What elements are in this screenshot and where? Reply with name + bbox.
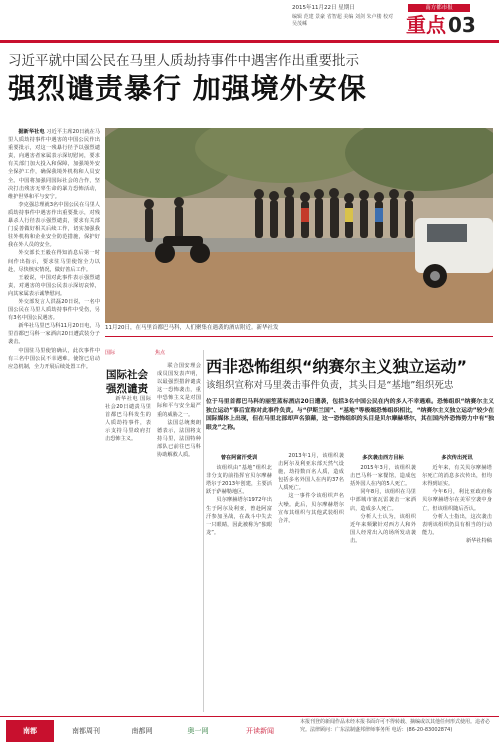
column-separator: [203, 350, 204, 712]
feature-column-3: [350, 452, 416, 545]
section-tag: 国际: [105, 350, 116, 356]
side-story-column-b: [157, 362, 201, 459]
copyright-notice: 本报刊登的新闻作品未经本报书面许可不得转载、摘编或以其他任何形式使用。违者必究。法律顾问：广东法制盛邦律师事务所 电话：(86-20-83002874): [300, 719, 491, 733]
feature-title: 西非恐怖组织“纳赛尔主义独立运动”: [206, 357, 468, 376]
dateline: 据新华社电: [18, 129, 45, 135]
section-tag: 焦点: [155, 350, 166, 356]
section-divider: [105, 336, 493, 337]
side-story-title: 国际社会强烈谴责: [106, 369, 148, 395]
section-name: 重点: [406, 13, 446, 37]
feature-intro: 位于马里首都巴马科的丽笙蓝标酒店20日遭袭，包括3名中国公民在内的多人不幸遇难。恐怖组织“纳赛尔主义独立运动”事后宣称对此事件负责。与“伊斯兰国”、“基地”等极端恐怖组织相比，“纳赛尔主义独立运动”较少在国际媒体上出现，但在马里北部却声名狼藉，这一恐怖组织的头目是贝尔摩赫塔尔，其在国内外恐怖势力中有“独眼龙”之称。: [206, 399, 494, 431]
logo-nandu-weekly: 南都周刊: [72, 727, 100, 735]
article-paragraph: 法国总统奥朗德表示，法国将支持马里，法国特种部队已前往巴马科协助解救人质。: [157, 419, 201, 459]
logo-oeeee: 奥一网: [187, 727, 209, 735]
sub-headline: 习近平就中国公民在马里人质劫持事件中遇害作出重要批示: [8, 53, 359, 69]
article-paragraph: 近年来，有关贝尔摩赫塔尔死亡的消息多次传出，但均未得到证实。: [422, 465, 492, 488]
newspaper-label: 南方都市报: [408, 4, 470, 12]
header-rule: [0, 40, 499, 43]
article-paragraph: 贝尔摩赫塔尔1972年出生于阿尔及利亚，曾赴阿富汗参加圣战，在战斗中失去一只眼睛，因此被称为“独眼龙”。: [206, 497, 272, 536]
page-number: 03: [448, 13, 476, 37]
logo-nandu: 南都: [6, 720, 54, 742]
article-paragraph: 新华社马里巴马科11月20日电，马里首都巴马科一家酒店20日遭武装分子袭击。: [8, 323, 100, 346]
editors-credit: 编辑 范建 景豪 省智超 美编 刘剑 朱卢楼 校对 吴茂嵊: [292, 14, 394, 27]
article-paragraph: 中国驻马里使馆确认，此次事件中有三名中国公民不幸遇难。使馆已启动应急机制，全力开展后续处置工作。: [8, 347, 100, 370]
article-paragraph: 分析人士指出，这次袭击表明该组织仍具有相当的行动能力。: [422, 513, 492, 536]
article-paragraph: 2013年1月，该组织袭击阿尔及利亚东部天然气设施，劫持数百名人质，造成包括多名外国人在内的37名人质死亡。: [278, 453, 344, 492]
lead-article-column: [8, 128, 100, 371]
article-paragraph: 联合国安理会成员国发表声明，以最强烈措辞谴责这一恐怖袭击，重申恐怖主义是对国际和平与安全最严重的威胁之一。: [157, 363, 201, 418]
feature-subtitle: 该组织宣称对马里袭击事件负责，其头目是“基地”组织死忠: [206, 380, 454, 391]
feature-column-2: [278, 452, 344, 525]
article-paragraph: 外交部发言人洪磊20日说，一名中国公民在马里人质劫持事件中受伤，另有3名中国公民遇害。: [8, 298, 100, 322]
street-scene-image: [105, 128, 493, 323]
byline: 新华社特稿: [466, 537, 492, 544]
subheading: 曾在阿富汗受训: [220, 455, 258, 461]
article-paragraph: 新华社电 国际社会20日谴责马里首都巴马科发生的人质劫持事件，表示支持马里政府打击恐怖主义。: [105, 396, 151, 443]
article-paragraph: 李克强总理就3名中国公民在马里人质劫持事件中遇害作出重要批示，对残暴杀人行径表示强烈谴责，要求有关部门妥善做好相关后续工作，切实加强我驻外机构和企业安全防范措施，保护好我在外人员的安全。: [8, 201, 100, 249]
article-paragraph: 王毅说，中国对此事件表示强烈谴责，对遇害的中国公民表示深切哀悼，向其家属表示诚挚慰问。: [8, 274, 100, 297]
article-paragraph: 今年6月，利比亚政府称贝尔摩赫塔尔在美军空袭中身亡，但该组织随后否认。: [422, 489, 492, 512]
news-photo: [105, 128, 493, 323]
logo-nandu-web: 南都网: [131, 727, 153, 735]
article-paragraph: 这一事件令该组织声名大噪。此后，贝尔摩赫塔尔宣布其组织与其他武装组织合并。: [278, 493, 344, 524]
issue-date: 2015年11月22日 星期日: [292, 5, 355, 11]
article-paragraph: 该组织由“基地”组织北非分支的前指挥官贝尔摩赫塔尔于2013年创建，主要活跃于萨赫勒地区。: [206, 465, 272, 496]
main-headline: 强烈谴责暴行 加强境外安保: [8, 72, 367, 105]
article-paragraph: 2015年3月，该组织袭击巴马科一家餐馆，造成包括外国人在内的5人死亡。: [350, 465, 416, 488]
side-story-column-a: [105, 395, 151, 444]
article-paragraph: 外交部长王毅在得知消息后第一时间作出指示，要求驻马里使馆全力以赴，尽快核实情况，做好善后工作。: [8, 250, 100, 273]
photo-caption: 11月20日，在马里首都巴马科，人们聚集在遇袭的酒店附近。新华社发: [105, 325, 279, 331]
article-paragraph: 分析人士认为，该组织近年来频繁针对西方人和外国人经常出入的场所发动袭击。: [350, 513, 416, 544]
feature-column-1: [206, 452, 272, 537]
article-paragraph: 同年8月，该组织在马里中部城市塞瓦雷袭击一家酒店，造成多人死亡。: [350, 489, 416, 512]
feature-column-4: [422, 452, 492, 545]
logo-kaidu: 开读新闻: [246, 727, 274, 735]
subheading: 多次袭击西方目标: [362, 455, 404, 461]
article-paragraph: 习近平主席20日就在马里人质劫持事件中遇害的中国公民作出重要批示，对这一残暴行径予以强烈谴责，向遇害者家属表示深切慰问，要求有关部门加大投入和保障，加强境外安全保护工作，确保我境外机构和人员安全。中国将加强同国际社会的合作，坚决打击残害无辜生命的暴力恐怖活动，维护世界和平与安宁。: [8, 129, 100, 200]
subheading: 多次传出死讯: [441, 455, 473, 461]
